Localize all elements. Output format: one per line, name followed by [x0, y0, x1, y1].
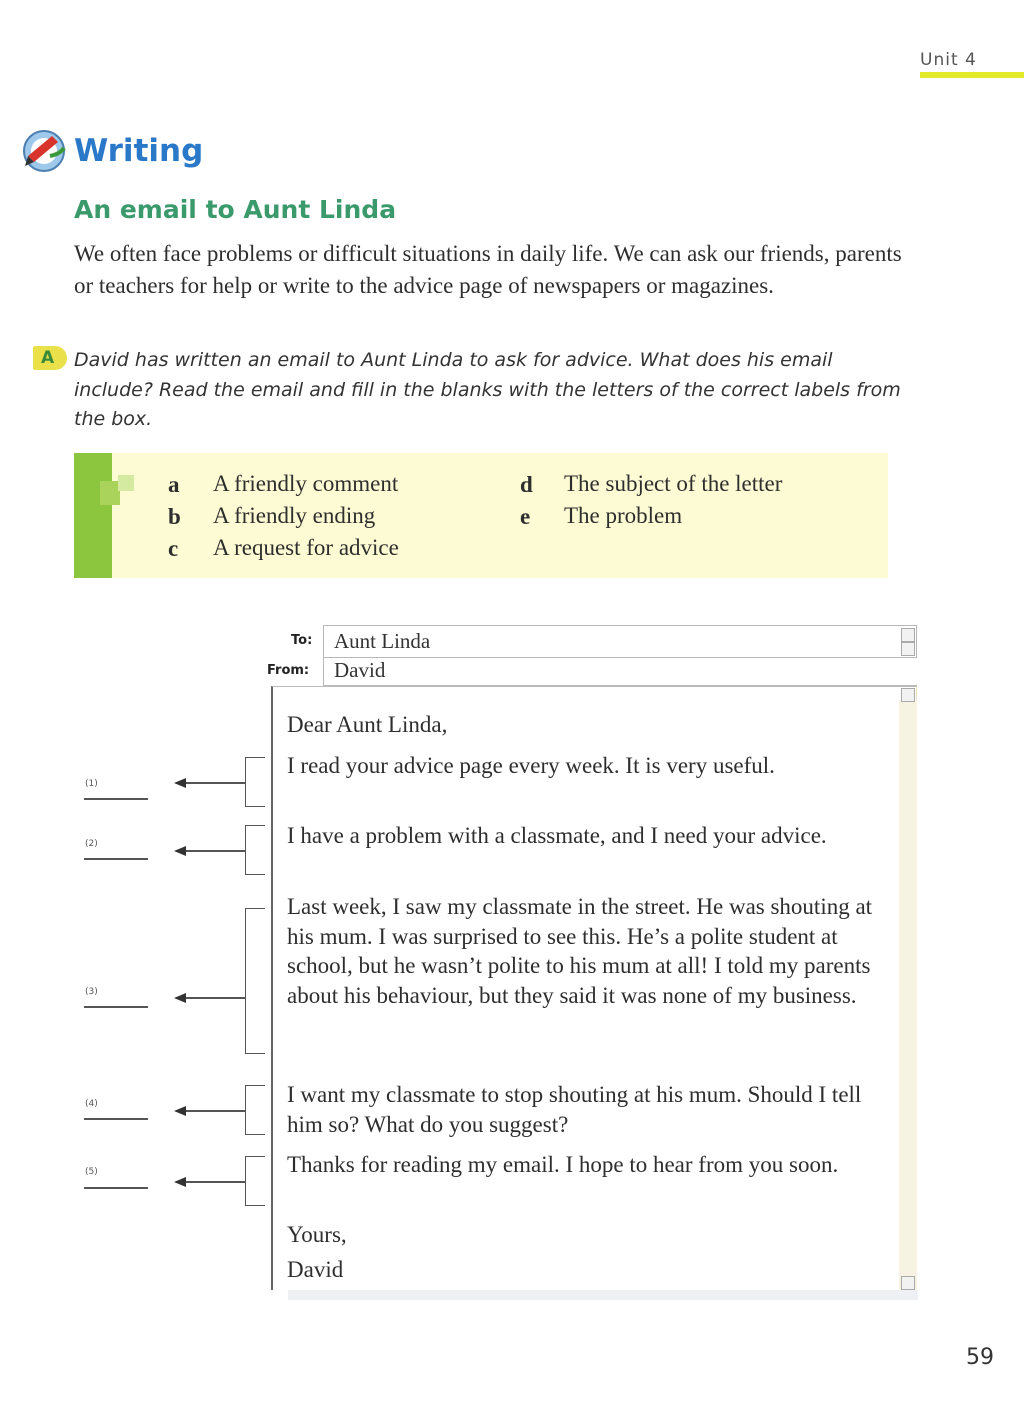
arrow-left-icon	[174, 1177, 186, 1187]
arrow-line	[176, 997, 246, 999]
intro-paragraph: We often face problems or difficult situations in daily life. We can ask our friends, parents or teachers for help or write to the advice page of newspapers or magazines.	[74, 241, 902, 298]
email-signature: David	[287, 1257, 344, 1282]
label-letter: a	[168, 472, 180, 497]
task-instruction: David has written an email to Aunt Linda to ask for advice. What does his email include? Read the email and fill in the blanks with the letters of the correct labels from the box.	[74, 349, 901, 430]
answer-blank[interactable]	[84, 858, 148, 860]
answer-blank[interactable]	[84, 1118, 148, 1120]
answer-blank[interactable]	[84, 798, 148, 800]
section-title: Writing	[74, 133, 204, 169]
arrow-left-icon	[174, 993, 186, 1003]
label-letter: e	[520, 504, 531, 529]
paragraph-bracket	[245, 908, 265, 1054]
label-text: A request for advice	[213, 535, 399, 560]
arrow-left-icon	[174, 1106, 186, 1116]
arrow-line	[176, 850, 246, 852]
unit-label: Unit 4	[920, 50, 977, 70]
label-text: The subject of the letter	[564, 471, 783, 496]
scroll-down-icon	[901, 642, 915, 656]
arrow-line	[176, 1110, 246, 1112]
email-greeting: Dear Aunt Linda,	[287, 712, 448, 737]
scroll-up-icon	[901, 688, 915, 702]
label-text: A friendly comment	[213, 471, 399, 496]
label-text: A friendly ending	[213, 503, 376, 528]
label-letter: d	[520, 472, 533, 497]
from-label: From:	[267, 663, 310, 678]
blank-number: (3)	[85, 987, 98, 997]
answer-blank[interactable]	[84, 1006, 148, 1008]
label-letter: b	[168, 504, 181, 529]
answer-blank[interactable]	[84, 1187, 148, 1189]
to-label: To:	[291, 633, 313, 648]
from-field: David	[323, 656, 917, 686]
email-closing: Yours,	[287, 1222, 347, 1247]
arrow-line	[176, 782, 246, 784]
email-body-shadow	[288, 1290, 918, 1300]
arrow-left-icon	[174, 778, 186, 788]
arrow-left-icon	[174, 846, 186, 856]
label-box	[74, 453, 888, 578]
blank-number: (5)	[85, 1167, 98, 1177]
paragraph-bracket	[245, 825, 265, 875]
email-paragraph: I have a problem with a classmate, and I need your advice.	[287, 823, 827, 848]
box-decoration	[118, 475, 134, 491]
page-number: 59	[966, 1345, 994, 1370]
email-scrollbar	[899, 700, 917, 1290]
box-decoration	[100, 481, 120, 505]
blank-number: (4)	[85, 1099, 98, 1109]
paragraph-bracket	[245, 757, 265, 807]
to-field: Aunt Linda	[323, 625, 917, 658]
box-strip	[74, 453, 112, 578]
paragraph-bracket	[245, 1156, 265, 1206]
email-paragraph: Last week, I saw my classmate in the street. He was shouting at his mum. I was surprised to see this. He’s a polite student at school, but he wasn’t polite to his mum at all! I told my parents about his behaviour, but they said it was none of my business.	[287, 894, 873, 1008]
unit-bar	[920, 72, 1024, 78]
task-badge: A	[33, 346, 67, 370]
blank-number: (1)	[85, 779, 98, 789]
writing-pen-icon	[20, 126, 70, 174]
arrow-line	[176, 1181, 246, 1183]
label-text: The problem	[564, 503, 683, 528]
label-letter: c	[168, 536, 179, 561]
scroll-up-icon	[901, 628, 915, 642]
scroll-down-icon	[901, 1276, 915, 1290]
email-paragraph: I read your advice page every week. It is very useful.	[287, 753, 775, 778]
blank-number: (2)	[85, 839, 98, 849]
section-subtitle: An email to Aunt Linda	[74, 195, 397, 224]
paragraph-bracket	[245, 1085, 265, 1135]
email-paragraph: Thanks for reading my email. I hope to hear from you soon.	[287, 1152, 839, 1177]
email-paragraph: I want my classmate to stop shouting at his mum. Should I tell him so? What do you suggest?	[287, 1082, 862, 1137]
